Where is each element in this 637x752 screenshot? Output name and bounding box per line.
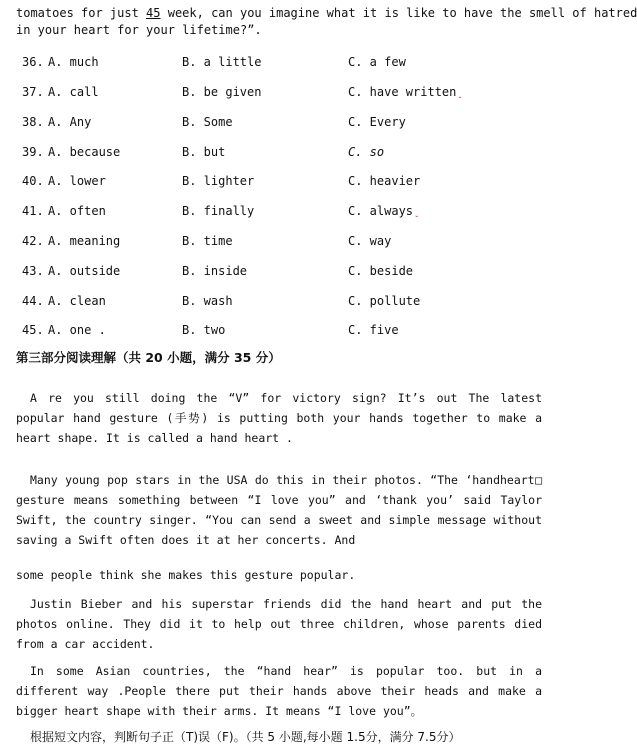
intro-text-before: tomatoes for just <box>16 6 147 20</box>
question-row <box>22 143 542 161</box>
option-a: A. outside <box>48 264 121 278</box>
paragraph-4-text: In some Asian countries, the “hand hear” is popular too. but in a different way .People there put their hands above their heads and make a bigger heart shape with their arms. It means “I love you”。 <box>16 664 542 718</box>
question-number: 41. <box>22 204 44 218</box>
spellcheck-mark: ˬ <box>457 89 463 99</box>
question-row <box>22 172 542 190</box>
intro-line-2: in your heart for your lifetime?”. <box>16 23 262 37</box>
intro-line-1 <box>16 6 637 21</box>
option-c: C. pollute <box>348 294 421 308</box>
option-c <box>348 83 462 103</box>
option-a: A. meaning <box>48 234 121 248</box>
option-a: A. often <box>48 204 106 218</box>
spellcheck-mark: ˬ <box>414 208 420 218</box>
question-row <box>22 232 542 250</box>
paragraph-2 <box>16 470 542 550</box>
question-number: 43. <box>22 264 44 278</box>
question-number: 37. <box>22 85 44 99</box>
question-row <box>22 83 542 101</box>
option-b: B. two <box>182 323 226 337</box>
paragraph-2-continued: some people think she makes this gesture popular. <box>16 568 356 582</box>
question-number: 39. <box>22 145 44 159</box>
question-number: 42. <box>22 234 44 248</box>
option-b: B. wash <box>182 294 233 308</box>
option-b: B. be given <box>182 85 262 99</box>
option-b: B. a little <box>182 55 262 69</box>
paragraph-1 <box>16 388 542 448</box>
question-number: 38. <box>22 115 44 129</box>
section-title: 第三部分阅读理解（共 20 小题，满分 35 分） <box>16 350 281 365</box>
option-b: B. lighter <box>182 174 255 188</box>
question-number: 45. <box>22 323 44 337</box>
option-a: A. clean <box>48 294 106 308</box>
option-c <box>348 202 418 222</box>
option-a: A. because <box>48 145 121 159</box>
option-c: C. heavier <box>348 174 421 188</box>
option-c-text: C. have written <box>348 85 457 99</box>
option-c: C. five <box>348 323 399 337</box>
blank-45: 45 <box>146 6 161 20</box>
option-a: A. Any <box>48 115 92 129</box>
option-c: C. Every <box>348 115 406 129</box>
option-a: A. call <box>48 85 99 99</box>
option-b: B. inside <box>182 264 248 278</box>
question-row <box>22 53 542 71</box>
option-c: C. so <box>348 145 385 159</box>
question-row <box>22 292 542 310</box>
option-b: B. Some <box>182 115 233 129</box>
option-b: B. but <box>182 145 226 159</box>
option-a: A. one . <box>48 323 106 337</box>
question-number: 40. <box>22 174 44 188</box>
option-c: C. beside <box>348 264 414 278</box>
question-number: 44. <box>22 294 44 308</box>
paragraph-4 <box>16 661 542 721</box>
paragraph-3 <box>16 594 542 654</box>
option-a: A. much <box>48 55 99 69</box>
option-c: C. way <box>348 234 392 248</box>
question-row <box>22 262 542 280</box>
paragraph-1-text: A re you still doing the “V” for victory sign? It’s out The latest popular hand gesture (手势) is putting both your hands together to make a heart shape. It is called a hand heart . <box>16 391 542 445</box>
option-b: B. time <box>182 234 233 248</box>
option-c-text: C. always <box>348 204 414 218</box>
intro-text-after: week, can you imagine what it is like to have the smell of hatred <box>160 6 637 20</box>
question-row <box>22 321 542 339</box>
question-number: 36. <box>22 55 44 69</box>
paragraph-2-text: Many young pop stars in the USA do this in their photos. “The ‘handheart□ gesture means something between “I love you” and ‘thank you’ said Taylor Swift, the country singer. “You can send a sweet and simple message without saving a Swift often does it at her concerts. And <box>16 473 542 547</box>
instruction-text: 根据短文内容，判断句子正（T)误（F)。（共 5 小题,每小题 1.5分，满分 7.5分） <box>30 730 461 744</box>
option-c: C. a few <box>348 55 406 69</box>
question-row <box>22 202 542 220</box>
question-row <box>22 113 542 131</box>
option-a: A. lower <box>48 174 106 188</box>
option-b: B. finally <box>182 204 255 218</box>
paragraph-3-text: Justin Bieber and his superstar friends did the hand heart and put the photos online. They did it to help out three children, whose parents died from a car accident. <box>16 597 542 651</box>
